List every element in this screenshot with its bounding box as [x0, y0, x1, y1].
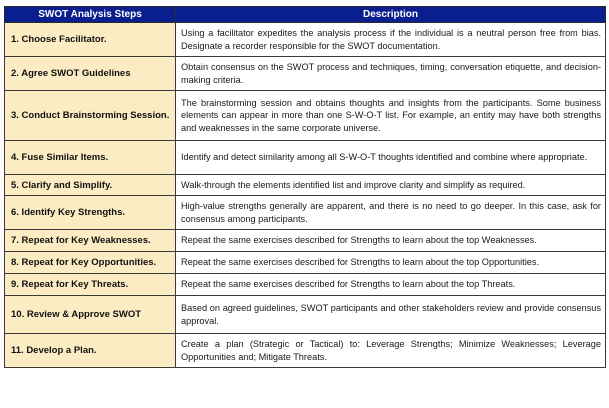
description-cell: Obtain consensus on the SWOT process and techniques, timing, conversation etiquette, and decision-making criteria. — [176, 57, 606, 91]
swot-steps-table-container — [4, 6, 605, 368]
table-row — [5, 252, 606, 274]
header-steps: SWOT Analysis Steps — [5, 7, 176, 23]
description-cell: Based on agreed guidelines, SWOT participants and other stakeholders review and provide consensus approval. — [176, 296, 606, 334]
description-cell: Repeat the same exercises described for Strengths to learn about the top Opportunities. — [176, 252, 606, 274]
step-cell: 5. Clarify and Simplify. — [5, 175, 176, 196]
description-cell: The brainstorming session and obtains thoughts and insights from the participants. Some business elements can appear in more than one S-W-O-T list. For example, an entity may have both strengths and weaknesses in the same corporate universe. — [176, 91, 606, 141]
description-cell: Repeat the same exercises described for Strengths to learn about the top Threats. — [176, 274, 606, 296]
table-row — [5, 57, 606, 91]
table-row — [5, 230, 606, 252]
header-description: Description — [176, 7, 606, 23]
step-cell: 2. Agree SWOT Guidelines — [5, 57, 176, 91]
step-cell: 3. Conduct Brainstorming Session. — [5, 91, 176, 141]
description-cell: Walk-through the elements identified list and improve clarity and simplify as required. — [176, 175, 606, 196]
table-row — [5, 91, 606, 141]
step-cell: 9. Repeat for Key Threats. — [5, 274, 176, 296]
swot-steps-table — [4, 6, 606, 368]
description-cell: Create a plan (Strategic or Tactical) to: Leverage Strengths; Minimize Weaknesses; Leverage Opportunities and; Mitigate Threats. — [176, 334, 606, 368]
table-row — [5, 175, 606, 196]
step-cell: 1. Choose Facilitator. — [5, 23, 176, 57]
description-cell: High-value strengths generally are apparent, and there is no need to go deeper. In this case, ask for consensus among participants. — [176, 196, 606, 230]
table-row — [5, 196, 606, 230]
description-cell: Using a facilitator expedites the analysis process if the individual is a neutral person free from bias. Designate a recorder responsible for the SWOT documentation. — [176, 23, 606, 57]
table-row — [5, 274, 606, 296]
step-cell: 6. Identify Key Strengths. — [5, 196, 176, 230]
step-cell: 11. Develop a Plan. — [5, 334, 176, 368]
step-cell: 7. Repeat for Key Weaknesses. — [5, 230, 176, 252]
table-row — [5, 334, 606, 368]
step-cell: 10. Review & Approve SWOT — [5, 296, 176, 334]
table-row — [5, 296, 606, 334]
description-cell: Identify and detect similarity among all S-W-O-T thoughts identified and combine where appropriate. — [176, 141, 606, 175]
description-cell: Repeat the same exercises described for Strengths to learn about the top Weaknesses. — [176, 230, 606, 252]
table-header-row — [5, 7, 606, 23]
table-row — [5, 23, 606, 57]
table-row — [5, 141, 606, 175]
step-cell: 8. Repeat for Key Opportunities. — [5, 252, 176, 274]
step-cell: 4. Fuse Similar Items. — [5, 141, 176, 175]
